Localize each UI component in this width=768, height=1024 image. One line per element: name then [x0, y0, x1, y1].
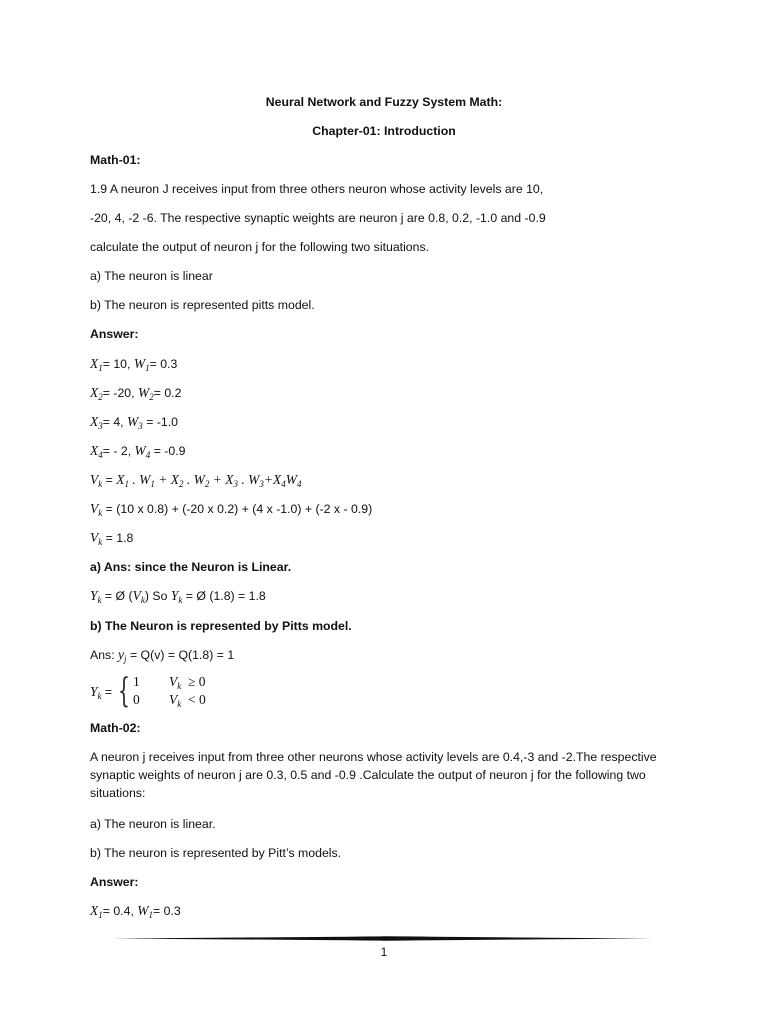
- question-line-1: 1.9 A neuron J receives input from three others neuron whose activity levels are 10,: [90, 182, 544, 196]
- equation-x4-w4: $X_4= - 2$, $W_4 = -0.9$: [90, 443, 186, 460]
- document-page: Neural Network and Fuzzy System Math: Chapter-01: Introduction Math-01: 1.9 A neuron J receives input from three others neuron whose activity levels are 10, -20, 4, -2 -6. The respective synaptic weights are neuron j are 0.8, 0.2, -1.0 and -0.9 calculate the output of neuron j for the following two situations. a) The neuron is linear b) The neuron is represented pitts model. Answer: $X_1= 10$, $W_1= 0.3$ $X_2= -20$, $W_2= 0.2$ $X_3= 4$, $W_3 = -1.0$ $X_4= - 2$, $W_4 = -0.9$ $V_k = X_1$ . $W_1 + X_2$ . $W_2 + X_3$ . $W_3+X_4W_4$ $V_k = (10$ x 0.8) + (-20 x 0.2) + (4 x -1.0) + (-2 x - 0.9) $V_k = 1.8$ a) Ans: since the Neuron is Linear. $Y_k$ = Ø $(V_k)$ So $Y_k$ = Ø (1.8) = 1.8 b) The Neuron is represented by Pitts model. Ans: $y_j = Q(v) = Q(1.8) = 1$ $Y_k$ = { 1 $V_k \ge 0$ 0 $V_k < 0$ Math-02: A neuron j receives input from three other neurons whose activity levels are 0.4,-3 and -2.The respective synaptic weights of neuron j are 0.3, 0.5 and -0.9 .Calculate the output of neuron j for the following two situations: a) The neuron is linear. b) The neuron is represented by Pitt’s models. Answer: $X_1= 0.4$, $W_1= 0.3$ 1: [0, 0, 768, 1024]
- equation-x2-w2: $X_2= -20$, $W_2= 0.2$: [90, 385, 182, 402]
- equation-x3-w3: $X_3= 4$, $W_3 = -1.0$: [90, 414, 178, 431]
- chapter-heading: Chapter-01: Introduction: [312, 124, 456, 138]
- answer-b-equation: Ans: $y_j = Q(v) = Q(1.8) = 1$: [90, 647, 235, 664]
- math-02-option-b: b) The neuron is represented by Pitt’s models.: [90, 846, 342, 860]
- equation-x1-w1: $X_1= 10$, $W_1= 0.3$: [90, 356, 178, 373]
- option-a: a) The neuron is linear: [90, 269, 213, 283]
- document-title: Neural Network and Fuzzy System Math:: [265, 95, 503, 109]
- piecewise-case-2: 0 $V_k < 0$: [133, 692, 206, 709]
- math-02-heading: Math-02:: [90, 721, 141, 735]
- math-02-equation-x1-w1: $X_1= 0.4$, $W_1= 0.3$: [90, 903, 181, 920]
- answer-label: Answer:: [90, 327, 139, 341]
- answer-a-equation: $Y_k$ = Ø $(V_k)$ So $Y_k$ = Ø (1.8) = 1.8: [90, 588, 266, 605]
- answer-b-heading: b) The Neuron is represented by Pitts model.: [90, 619, 352, 633]
- footer-divider: [113, 936, 655, 941]
- math-01-heading: Math-01:: [90, 153, 141, 167]
- answer-a-heading: a) Ans: since the Neuron is Linear.: [90, 560, 292, 574]
- math-02-question: A neuron j receives input from three other neurons whose activity levels are 0.4,-3 and -2.The respective synaptic weights of neuron j are 0.3, 0.5 and -0.9 .Calculate the output of neuron j for the following two situations:: [90, 750, 657, 800]
- math-02-answer-label: Answer:: [90, 875, 139, 889]
- vk-calculation: $V_k = (10$ x 0.8) + (-20 x 0.2) + (4 x -1.0) + (-2 x - 0.9): [90, 501, 373, 518]
- option-b: b) The neuron is represented pitts model.: [90, 298, 315, 312]
- vk-result: $V_k = 1.8$: [90, 530, 134, 547]
- question-line-3: calculate the output of neuron j for the following two situations.: [90, 240, 430, 254]
- piecewise-case-1: 1 $V_k \ge 0$: [133, 674, 206, 691]
- question-line-2: -20, 4, -2 -6. The respective synaptic weights are neuron j are 0.8, 0.2, -1.0 and -0.9: [90, 211, 546, 225]
- page-number: 1: [380, 945, 388, 959]
- left-brace-icon: {: [118, 671, 130, 711]
- vk-formula: $V_k = X_1$ . $W_1 + X_2$ . $W_2 + X_3$ . $W_3+X_4W_4$: [90, 472, 302, 489]
- math-02-option-a: a) The neuron is linear.: [90, 817, 216, 831]
